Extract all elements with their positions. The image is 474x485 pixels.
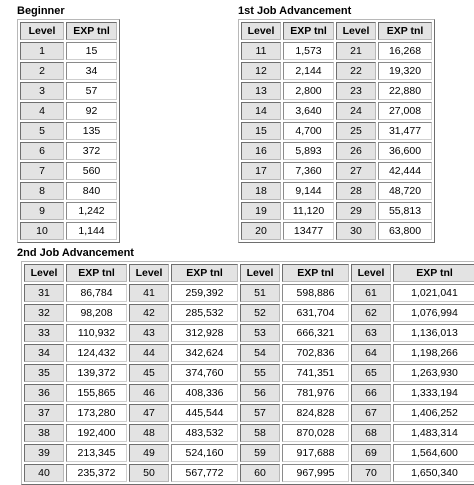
exp-cell: 1,650,340 — [393, 464, 474, 482]
level-cell: 26 — [336, 142, 376, 160]
level-cell: 68 — [351, 424, 391, 442]
exp-cell: 631,704 — [282, 304, 349, 322]
level-cell: 51 — [240, 284, 280, 302]
exp-cell: 42,444 — [378, 162, 432, 180]
exp-cell: 259,392 — [171, 284, 238, 302]
exp-cell: 567,772 — [171, 464, 238, 482]
exp-cell: 235,372 — [66, 464, 127, 482]
level-cell: 31 — [24, 284, 64, 302]
exp-column-header: EXP tnl — [393, 264, 474, 282]
level-cell: 1 — [20, 42, 64, 60]
exp-cell: 741,351 — [282, 364, 349, 382]
exp-cell: 1,076,994 — [393, 304, 474, 322]
level-cell: 27 — [336, 162, 376, 180]
level-cell: 11 — [241, 42, 281, 60]
level-column-header: Level — [241, 22, 281, 40]
exp-cell: 1,564,600 — [393, 444, 474, 462]
level-cell: 35 — [24, 364, 64, 382]
exp-cell: 524,160 — [171, 444, 238, 462]
exp-cell: 1,573 — [283, 42, 334, 60]
level-cell: 65 — [351, 364, 391, 382]
exp-cell: 870,028 — [282, 424, 349, 442]
table-row — [241, 82, 432, 100]
exp-column-header: EXP tnl — [171, 264, 238, 282]
level-cell: 36 — [24, 384, 64, 402]
table-row — [20, 202, 117, 220]
level-cell: 42 — [129, 304, 169, 322]
exp-cell: 155,865 — [66, 384, 127, 402]
exp-cell: 840 — [66, 182, 117, 200]
header-row — [241, 22, 432, 40]
level-cell: 22 — [336, 62, 376, 80]
level-cell: 55 — [240, 364, 280, 382]
exp-cell: 57 — [66, 82, 117, 100]
level-cell: 18 — [241, 182, 281, 200]
exp-cell: 372 — [66, 142, 117, 160]
exp-cell: 192,400 — [66, 424, 127, 442]
level-cell: 53 — [240, 324, 280, 342]
level-cell: 43 — [129, 324, 169, 342]
table-row — [20, 42, 117, 60]
level-cell: 58 — [240, 424, 280, 442]
level-cell: 40 — [24, 464, 64, 482]
table-row — [20, 62, 117, 80]
exp-cell: 1,483,314 — [393, 424, 474, 442]
table-row — [20, 182, 117, 200]
level-cell: 48 — [129, 424, 169, 442]
level-cell: 46 — [129, 384, 169, 402]
level-cell: 9 — [20, 202, 64, 220]
beginner-exp-table — [17, 19, 120, 243]
level-cell: 17 — [241, 162, 281, 180]
exp-cell: 342,624 — [171, 344, 238, 362]
level-cell: 2 — [20, 62, 64, 80]
job2-exp-table — [21, 261, 474, 485]
exp-cell: 1,406,252 — [393, 404, 474, 422]
exp-cell: 5,893 — [283, 142, 334, 160]
table-row — [24, 304, 474, 322]
level-cell: 3 — [20, 82, 64, 100]
level-cell: 41 — [129, 284, 169, 302]
exp-cell: 1,144 — [66, 222, 117, 240]
table-row — [20, 222, 117, 240]
exp-cell: 312,928 — [171, 324, 238, 342]
level-cell: 23 — [336, 82, 376, 100]
level-cell: 69 — [351, 444, 391, 462]
exp-cell: 1,333,194 — [393, 384, 474, 402]
exp-cell: 31,477 — [378, 122, 432, 140]
exp-cell: 15 — [66, 42, 117, 60]
exp-cell: 1,263,930 — [393, 364, 474, 382]
table-row — [24, 404, 474, 422]
exp-column-header: EXP tnl — [66, 22, 117, 40]
job1-exp-table — [238, 19, 435, 243]
level-cell: 60 — [240, 464, 280, 482]
table-row — [24, 364, 474, 382]
exp-cell: 666,321 — [282, 324, 349, 342]
exp-cell: 36,600 — [378, 142, 432, 160]
level-cell: 15 — [241, 122, 281, 140]
table-row — [241, 222, 432, 240]
exp-cell: 3,640 — [283, 102, 334, 120]
level-cell: 66 — [351, 384, 391, 402]
exp-cell: 55,813 — [378, 202, 432, 220]
header-row — [20, 22, 117, 40]
table-row — [24, 464, 474, 482]
level-cell: 14 — [241, 102, 281, 120]
level-cell: 7 — [20, 162, 64, 180]
level-cell: 28 — [336, 182, 376, 200]
exp-cell: 702,836 — [282, 344, 349, 362]
level-cell: 34 — [24, 344, 64, 362]
exp-cell: 22,880 — [378, 82, 432, 100]
level-cell: 64 — [351, 344, 391, 362]
table-row — [20, 82, 117, 100]
exp-cell: 4,700 — [283, 122, 334, 140]
level-cell: 49 — [129, 444, 169, 462]
table-row — [241, 182, 432, 200]
level-cell: 6 — [20, 142, 64, 160]
exp-column-header: EXP tnl — [282, 264, 349, 282]
level-cell: 29 — [336, 202, 376, 220]
exp-cell: 445,544 — [171, 404, 238, 422]
level-column-header: Level — [240, 264, 280, 282]
exp-cell: 560 — [66, 162, 117, 180]
header-row — [24, 264, 474, 282]
level-column-header: Level — [129, 264, 169, 282]
level-cell: 67 — [351, 404, 391, 422]
level-cell: 39 — [24, 444, 64, 462]
level-cell: 57 — [240, 404, 280, 422]
table-row — [24, 344, 474, 362]
level-cell: 37 — [24, 404, 64, 422]
exp-cell: 1,198,266 — [393, 344, 474, 362]
level-cell: 30 — [336, 222, 376, 240]
level-cell: 19 — [241, 202, 281, 220]
table-row — [24, 324, 474, 342]
level-cell: 25 — [336, 122, 376, 140]
exp-cell: 13477 — [283, 222, 334, 240]
level-cell: 62 — [351, 304, 391, 322]
table-row — [241, 42, 432, 60]
level-cell: 52 — [240, 304, 280, 322]
table-row — [24, 384, 474, 402]
level-cell: 33 — [24, 324, 64, 342]
exp-cell: 213,345 — [66, 444, 127, 462]
level-cell: 56 — [240, 384, 280, 402]
table-row — [241, 162, 432, 180]
exp-cell: 1,136,013 — [393, 324, 474, 342]
exp-column-header: EXP tnl — [283, 22, 334, 40]
beginner-title: Beginner — [17, 5, 65, 17]
table-row — [24, 284, 474, 302]
level-cell: 20 — [241, 222, 281, 240]
table-row — [241, 62, 432, 80]
exp-cell: 285,532 — [171, 304, 238, 322]
level-cell: 4 — [20, 102, 64, 120]
exp-cell: 16,268 — [378, 42, 432, 60]
level-cell: 50 — [129, 464, 169, 482]
exp-cell: 124,432 — [66, 344, 127, 362]
exp-cell: 92 — [66, 102, 117, 120]
level-cell: 47 — [129, 404, 169, 422]
level-cell: 59 — [240, 444, 280, 462]
table-row — [20, 142, 117, 160]
exp-cell: 483,532 — [171, 424, 238, 442]
exp-cell: 781,976 — [282, 384, 349, 402]
job1-title: 1st Job Advancement — [238, 5, 352, 17]
table-row — [241, 102, 432, 120]
level-cell: 13 — [241, 82, 281, 100]
exp-cell: 7,360 — [283, 162, 334, 180]
level-cell: 38 — [24, 424, 64, 442]
exp-cell: 408,336 — [171, 384, 238, 402]
table-row — [20, 122, 117, 140]
level-cell: 32 — [24, 304, 64, 322]
exp-cell: 1,021,041 — [393, 284, 474, 302]
level-cell: 8 — [20, 182, 64, 200]
level-cell: 44 — [129, 344, 169, 362]
level-cell: 24 — [336, 102, 376, 120]
job2-title: 2nd Job Advancement — [17, 247, 134, 259]
exp-cell: 967,995 — [282, 464, 349, 482]
level-cell: 63 — [351, 324, 391, 342]
level-cell: 45 — [129, 364, 169, 382]
table-row — [24, 424, 474, 442]
exp-cell: 11,120 — [283, 202, 334, 220]
level-cell: 54 — [240, 344, 280, 362]
exp-cell: 2,800 — [283, 82, 334, 100]
level-column-header: Level — [351, 264, 391, 282]
exp-cell: 2,144 — [283, 62, 334, 80]
exp-cell: 374,760 — [171, 364, 238, 382]
table-row — [24, 444, 474, 462]
table-row — [241, 122, 432, 140]
level-cell: 70 — [351, 464, 391, 482]
exp-cell: 48,720 — [378, 182, 432, 200]
exp-cell: 598,886 — [282, 284, 349, 302]
exp-cell: 139,372 — [66, 364, 127, 382]
exp-cell: 34 — [66, 62, 117, 80]
exp-cell: 173,280 — [66, 404, 127, 422]
exp-cell: 63,800 — [378, 222, 432, 240]
exp-cell: 98,208 — [66, 304, 127, 322]
table-row — [20, 162, 117, 180]
exp-column-header: EXP tnl — [378, 22, 432, 40]
level-cell: 5 — [20, 122, 64, 140]
level-cell: 21 — [336, 42, 376, 60]
table-row — [20, 102, 117, 120]
exp-cell: 110,932 — [66, 324, 127, 342]
table-row — [241, 202, 432, 220]
level-cell: 16 — [241, 142, 281, 160]
exp-cell: 917,688 — [282, 444, 349, 462]
exp-cell: 19,320 — [378, 62, 432, 80]
level-cell: 61 — [351, 284, 391, 302]
level-column-header: Level — [24, 264, 64, 282]
exp-cell: 135 — [66, 122, 117, 140]
level-cell: 12 — [241, 62, 281, 80]
level-column-header: Level — [20, 22, 64, 40]
level-cell: 10 — [20, 222, 64, 240]
exp-cell: 9,144 — [283, 182, 334, 200]
exp-cell: 1,242 — [66, 202, 117, 220]
exp-cell: 27,008 — [378, 102, 432, 120]
exp-cell: 824,828 — [282, 404, 349, 422]
level-column-header: Level — [336, 22, 376, 40]
table-row — [241, 142, 432, 160]
exp-column-header: EXP tnl — [66, 264, 127, 282]
exp-cell: 86,784 — [66, 284, 127, 302]
